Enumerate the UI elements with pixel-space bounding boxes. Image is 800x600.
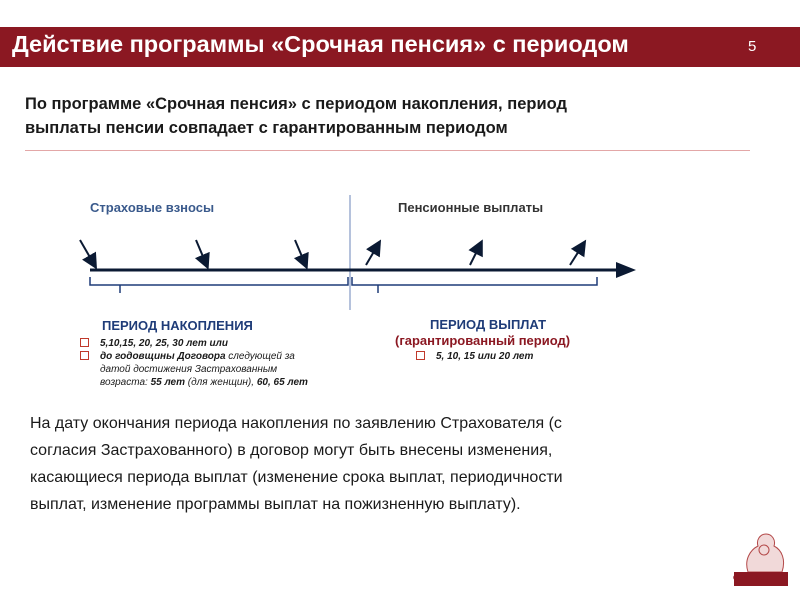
payout-bullets — [416, 350, 533, 363]
accumulation-bullet-1: 5,10,15, 20, 25, 30 лет или — [100, 338, 228, 349]
accumulation-bullet-2-line2: датой достижения Застрахованным — [100, 364, 278, 375]
body-paragraph — [30, 410, 730, 518]
list-item — [80, 337, 308, 350]
list-item — [416, 350, 533, 363]
checkbox-icon — [416, 351, 425, 360]
body-line-4: выплат, изменение программы выплат на пожизненную выплату). — [30, 496, 521, 513]
payout-arrow — [366, 243, 379, 265]
accumulation-bracket — [90, 277, 348, 285]
contribution-arrow — [80, 240, 95, 266]
payout-bracket — [352, 277, 597, 285]
logo-wordmark: GENERALI — [733, 575, 770, 582]
checkbox-icon — [80, 351, 89, 360]
accumulation-bullet-2-bold: до годовщины Договора — [100, 351, 226, 362]
accumulation-bullet-2-line3-prefix: возраста: — [100, 377, 151, 388]
accumulation-bullet-2-rest: следующей за — [225, 351, 295, 362]
accumulation-age-women: 55 лет — [150, 377, 186, 388]
checkbox-icon — [80, 338, 89, 347]
slide-title: Действие программы «Срочная пенсия» с периодом — [12, 31, 629, 57]
body-line-2: согласия Застрахованного) в договор могут быть внесены изменения, — [30, 442, 553, 459]
payout-arrow — [470, 243, 481, 265]
page-number: 5 — [748, 38, 757, 55]
accumulation-bullets — [80, 337, 308, 389]
payout-subheading: (гарантированный период) — [395, 333, 571, 348]
payout-bullet-1: 5, 10, 15 или 20 лет — [436, 351, 534, 362]
payout-heading: ПЕРИОД ВЫПЛАТ — [430, 317, 547, 332]
contribution-arrow — [295, 240, 306, 266]
lead-line-2: выплаты пенсии совпадает с гарантированным периодом — [25, 119, 508, 137]
contribution-arrow — [196, 240, 207, 266]
payout-arrow — [570, 243, 584, 265]
body-line-1: На дату окончания периода накопления по заявлению Страхователя (с — [30, 415, 562, 432]
generali-logo-icon — [730, 520, 792, 600]
timeline-arrowhead — [616, 262, 636, 278]
accumulation-age-men: 60, 65 лет — [256, 377, 308, 388]
list-item — [80, 350, 308, 389]
accumulation-heading: ПЕРИОД НАКОПЛЕНИЯ — [102, 318, 253, 333]
contributions-label: Страховые взносы — [90, 200, 215, 215]
accumulation-bullet-2-line3-mid: (для женщин), — [185, 377, 257, 388]
payouts-label: Пенсионные выплаты — [398, 200, 544, 215]
lead-line-1: По программе «Срочная пенсия» с периодом накопления, период — [25, 95, 567, 113]
body-line-3: касающиеся периода выплат (изменение срока выплат, периодичности — [30, 469, 563, 486]
